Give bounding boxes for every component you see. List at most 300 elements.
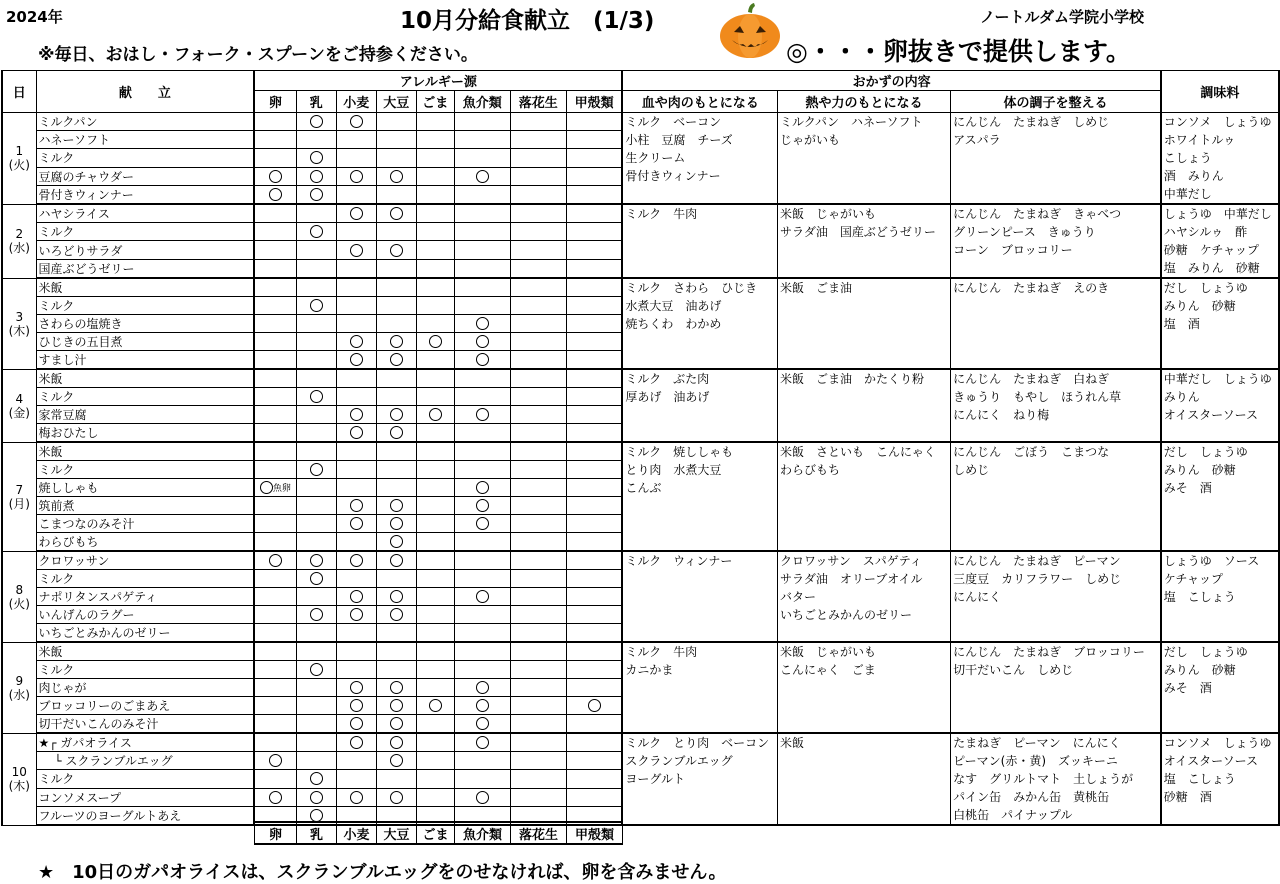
- allergen-mark-icon: [476, 170, 489, 183]
- seasonings: [1161, 551, 1279, 642]
- allergen-cell: [376, 479, 416, 497]
- allergen-cell: [376, 606, 416, 624]
- allergen-cell: [376, 752, 416, 770]
- allergen-cell: [416, 606, 454, 624]
- dish-name: ミルク: [36, 149, 254, 167]
- allergen-cell: [376, 679, 416, 697]
- allergen-cell: [296, 497, 336, 515]
- allergen-cell: [566, 788, 622, 806]
- allergen-cell: [566, 606, 622, 624]
- allergen-cell: [254, 733, 296, 752]
- allergen-mark-icon: [350, 170, 363, 183]
- energy-foods-line: ミルクパン ハネーソフト: [780, 115, 923, 129]
- allergen-cell: [416, 770, 454, 788]
- allergen-cell: [296, 788, 336, 806]
- energy-foods-line: サラダ油 国産ぶどうゼリー: [780, 225, 936, 239]
- allergen-cell: [376, 461, 416, 479]
- allergen-cell: [254, 788, 296, 806]
- day-cell: [2, 369, 36, 442]
- body-condition-foods: [951, 278, 1161, 369]
- energy-foods-line: バター: [780, 590, 817, 604]
- day-cell: [2, 442, 36, 551]
- allergen-cell: [566, 551, 622, 570]
- allergen-cell: [510, 241, 566, 259]
- allergen-cell: [416, 424, 454, 443]
- allergen-cell: [416, 551, 454, 570]
- allergen-mark-icon: [390, 699, 403, 712]
- allergen-cell: [376, 551, 416, 570]
- body-condition-foods: [951, 642, 1161, 733]
- allergen-cell: [336, 131, 376, 149]
- allergen-cell: [254, 424, 296, 443]
- dish-name: 肉じゃが: [36, 679, 254, 697]
- menu-table: [1, 70, 1280, 826]
- allergen-cell: [416, 351, 454, 370]
- allergen-cell: [254, 461, 296, 479]
- allergen-cell: [566, 204, 622, 223]
- blood-meat-foods-line: ミルク ぶた肉: [625, 372, 710, 386]
- allergen-mark-icon: [390, 426, 403, 439]
- blood-meat-foods: [622, 204, 777, 278]
- seasonings: [1161, 113, 1279, 205]
- blood-meat-foods: [622, 369, 777, 442]
- allergen-cell: [510, 770, 566, 788]
- allergen-cell: [566, 259, 622, 278]
- allergen-header: 魚介類: [454, 91, 510, 113]
- allergen-cell: [454, 697, 510, 715]
- allergen-cell: [566, 185, 622, 204]
- seasonings-line: みりん: [1163, 390, 1200, 404]
- allergen-cell: [376, 315, 416, 333]
- body-condition-foods-line: パイン缶 みかん缶 黄桃缶: [953, 790, 1110, 804]
- allergen-cell: [336, 333, 376, 351]
- seasonings-line: 塩 こしょう: [1163, 772, 1236, 786]
- allergen-footer-label: ごま: [417, 822, 455, 844]
- body-condition-foods: [951, 442, 1161, 551]
- allergen-cell: [336, 351, 376, 370]
- allergen-cell: [566, 497, 622, 515]
- allergen-cell: [454, 278, 510, 297]
- allergen-cell: [510, 185, 566, 204]
- allergen-cell: [376, 770, 416, 788]
- allergen-cell: [336, 770, 376, 788]
- allergen-cell: [566, 113, 622, 131]
- allergen-cell: [416, 278, 454, 297]
- dish-name: すまし汁: [36, 351, 254, 370]
- allergen-cell: [510, 752, 566, 770]
- dish-name: コンソメスープ: [36, 788, 254, 806]
- allergen-mark-icon: [260, 481, 273, 494]
- allergen-cell: [254, 388, 296, 406]
- allergen-cell: [376, 351, 416, 370]
- allergen-cell: [566, 351, 622, 370]
- body-condition-foods-line: なす グリルトマト 土しょうが: [953, 772, 1134, 786]
- allergen-header: 大豆: [376, 91, 416, 113]
- allergen-cell: [454, 570, 510, 588]
- allergen-cell: [454, 167, 510, 185]
- allergen-cell: [296, 642, 336, 661]
- allergen-cell: [254, 259, 296, 278]
- allergen-mark-icon: [310, 809, 323, 822]
- allergen-mark-icon: [390, 590, 403, 603]
- body-condition-foods-line: ピーマン(赤・黄) ズッキーニ: [953, 754, 1118, 768]
- blood-meat-foods-line: 小柱 豆腐 チーズ: [625, 133, 733, 147]
- allergen-cell: [510, 679, 566, 697]
- allergen-mark-icon: [476, 481, 489, 494]
- allergen-footer-label: 魚介類: [455, 822, 511, 844]
- allergen-cell: [566, 149, 622, 167]
- energy-foods-line: 米飯 ごま油 かたくり粉: [780, 372, 925, 386]
- seasonings-line: 中華だし: [1163, 187, 1212, 201]
- body-condition-foods: [951, 369, 1161, 442]
- blood-meat-foods-line: ミルク さわら ひじき: [625, 281, 758, 295]
- allergen-mark-icon: [269, 170, 282, 183]
- allergen-cell: [510, 406, 566, 424]
- body-condition-foods: [951, 733, 1161, 825]
- seasonings-line: コンソメ しょうゆ: [1163, 115, 1272, 129]
- allergen-mark-icon: [350, 353, 363, 366]
- allergen-cell: [296, 770, 336, 788]
- allergen-cell: [336, 788, 376, 806]
- allergen-cell: [336, 624, 376, 643]
- body-condition-foods-line: にんじん たまねぎ えのき: [953, 281, 1110, 295]
- blood-meat-foods-line: ミルク ベーコン: [625, 115, 722, 129]
- energy-foods: [778, 551, 951, 642]
- body-condition-foods: [951, 204, 1161, 278]
- blood-meat-foods: [622, 733, 777, 825]
- allergen-cell: [510, 113, 566, 131]
- dish-name: わらびもち: [36, 533, 254, 552]
- blood-meat-foods: [622, 642, 777, 733]
- allergen-cell: [296, 752, 336, 770]
- allergen-cell: [336, 515, 376, 533]
- allergen-cell: [376, 788, 416, 806]
- allergen-mark-icon: [310, 170, 323, 183]
- allergen-cell: [254, 406, 296, 424]
- dish-name: 切干だいこんのみそ汁: [36, 715, 254, 734]
- seasonings: [1161, 442, 1279, 551]
- dish-name: ハネーソフト: [36, 131, 254, 149]
- dish-name: ハヤシライス: [36, 204, 254, 223]
- allergen-cell: [254, 223, 296, 241]
- allergen-cell: [454, 351, 510, 370]
- allergen-cell: [296, 442, 336, 461]
- allergen-cell: [336, 241, 376, 259]
- allergen-cell: [510, 733, 566, 752]
- allergen-cell: [254, 642, 296, 661]
- allergen-cell: [376, 297, 416, 315]
- seasonings-line: 砂糖 酒: [1163, 790, 1212, 804]
- allergen-header: 甲殻類: [566, 91, 622, 113]
- allergen-cell: [566, 131, 622, 149]
- dish-name: いろどりサラダ: [36, 241, 254, 259]
- allergen-cell: [566, 588, 622, 606]
- footer-note: ★ 10日のガパオライスは、スクランブルエッグをのせなければ、卵を含みません。: [38, 862, 727, 883]
- seasoning-header: 調味料: [1161, 71, 1279, 113]
- allergen-cell: [376, 715, 416, 734]
- allergen-mark-icon: [390, 517, 403, 530]
- allergen-cell: [416, 167, 454, 185]
- energy-foods: [778, 442, 951, 551]
- energy-foods: [778, 204, 951, 278]
- allergen-cell: [296, 424, 336, 443]
- allergen-cell: [336, 315, 376, 333]
- allergen-header: ごま: [416, 91, 454, 113]
- allergen-cell: [454, 113, 510, 131]
- seasonings-line: しょうゆ ソース: [1163, 554, 1260, 568]
- body-condition-foods-line: アスパラ: [953, 133, 1001, 147]
- allergen-mark-icon: [390, 791, 403, 804]
- page-title: 10月分給食献立 (1/3): [400, 8, 655, 34]
- allergen-mark-icon: [350, 791, 363, 804]
- day-date: 9: [15, 673, 24, 688]
- allergen-cell: [510, 461, 566, 479]
- allergen-cell: [454, 241, 510, 259]
- allergen-mark-icon: [350, 517, 363, 530]
- category-header: 体の調子を整える: [951, 91, 1161, 113]
- seasonings: [1161, 204, 1279, 278]
- allergen-cell: [416, 497, 454, 515]
- body-condition-foods-line: 白桃缶 パイナップル: [953, 808, 1073, 822]
- allergen-cell: [510, 388, 566, 406]
- allergen-mark-icon: [476, 335, 489, 348]
- body-condition-foods-line: きゅうり もやし ほうれん草: [953, 390, 1122, 404]
- day-date: 7: [15, 482, 24, 497]
- allergen-cell: [454, 424, 510, 443]
- allergen-cell: [510, 259, 566, 278]
- allergen-cell: [566, 770, 622, 788]
- dish-name: ミルク: [36, 461, 254, 479]
- allergen-cell: [510, 551, 566, 570]
- day-weekday: (金): [8, 405, 30, 420]
- body-condition-foods-line: にんじん ごぼう こまつな: [953, 445, 1110, 459]
- allergen-footer-label: 大豆: [377, 822, 417, 844]
- dish-name: 骨付きウィンナー: [36, 185, 254, 204]
- allergen-cell: [376, 570, 416, 588]
- allergen-cell: [336, 149, 376, 167]
- allergen-cell: [510, 278, 566, 297]
- allergen-footer-label: 卵: [255, 822, 297, 844]
- allergen-mark-icon: [310, 608, 323, 621]
- dish-name: 米飯: [36, 642, 254, 661]
- allergen-cell: [254, 369, 296, 388]
- allergen-cell: [254, 497, 296, 515]
- seasonings-line: ケチャップ: [1163, 572, 1223, 586]
- allergen-cell: [416, 788, 454, 806]
- allergen-mark-icon: [310, 572, 323, 585]
- allergen-note: 魚卵: [272, 484, 291, 494]
- day-date: 10: [11, 765, 27, 779]
- allergen-mark-icon: [390, 499, 403, 512]
- allergen-cell: [296, 113, 336, 131]
- allergen-cell: [566, 661, 622, 679]
- allergen-cell: [254, 149, 296, 167]
- allergen-cell: [454, 661, 510, 679]
- seasonings-line: 砂糖 ケチャップ: [1163, 243, 1259, 257]
- allergen-cell: [566, 297, 622, 315]
- allergen-cell: [336, 113, 376, 131]
- day-weekday: (火): [8, 596, 30, 611]
- table-row: [2, 204, 1279, 223]
- allergen-mark-icon: [476, 590, 489, 603]
- allergen-mark-icon: [390, 408, 403, 421]
- allergen-cell: [454, 406, 510, 424]
- allergen-cell: [566, 624, 622, 643]
- allergen-mark-icon: [429, 408, 442, 421]
- allergen-cell: [296, 315, 336, 333]
- allergen-cell: [296, 479, 336, 497]
- school-name: ノートルダム学院小学校: [980, 8, 1144, 26]
- seasonings-line: オイスターソース: [1163, 408, 1258, 422]
- energy-foods-line: 米飯: [780, 736, 805, 750]
- allergen-cell: [416, 624, 454, 643]
- allergen-cell: [454, 149, 510, 167]
- allergen-mark-icon: [350, 554, 363, 567]
- allergen-header: 卵: [254, 91, 296, 113]
- blood-meat-foods: [622, 551, 777, 642]
- allergen-cell: [376, 113, 416, 131]
- allergen-mark-icon: [476, 699, 489, 712]
- day-cell: [2, 278, 36, 369]
- allergen-cell: [336, 388, 376, 406]
- allergen-cell: [454, 588, 510, 606]
- allergen-cell: [296, 461, 336, 479]
- allergen-cell: [566, 424, 622, 443]
- allergen-cell: [454, 315, 510, 333]
- blood-meat-foods-line: ミルク 牛肉: [625, 645, 698, 659]
- allergen-cell: [454, 715, 510, 734]
- allergen-mark-icon: [390, 681, 403, 694]
- allergen-cell: [376, 333, 416, 351]
- allergen-cell: [254, 185, 296, 204]
- energy-foods: [778, 369, 951, 442]
- allergen-cell: [254, 661, 296, 679]
- seasonings-line: ハヤシルゥ 酢: [1163, 225, 1248, 239]
- dish-name: ミルク: [36, 661, 254, 679]
- seasonings-line: 酒 みりん: [1163, 169, 1224, 183]
- allergen-mark-icon: [350, 608, 363, 621]
- allergen-mark-icon: [269, 554, 282, 567]
- allergen-cell: [336, 223, 376, 241]
- allergen-cell: [296, 515, 336, 533]
- allergen-cell: [296, 606, 336, 624]
- allergen-cell: [416, 131, 454, 149]
- allergen-cell: [376, 149, 416, 167]
- allergen-cell: [376, 131, 416, 149]
- okazu-group-header: おかずの内容: [622, 71, 1160, 91]
- dish-name: ミルクパン: [36, 113, 254, 131]
- allergen-mark-icon: [350, 408, 363, 421]
- allergen-cell: [510, 479, 566, 497]
- allergen-cell: [376, 259, 416, 278]
- allergen-cell: [566, 533, 622, 552]
- allergen-cell: [296, 661, 336, 679]
- allergen-mark-icon: [350, 717, 363, 730]
- allergen-cell: [454, 388, 510, 406]
- allergen-footer-label: 甲殻類: [567, 822, 623, 844]
- allergen-cell: [296, 204, 336, 223]
- category-header: 血や肉のもとになる: [622, 91, 777, 113]
- allergen-cell: [336, 185, 376, 204]
- allergen-cell: [376, 442, 416, 461]
- allergen-mark-icon: [350, 115, 363, 128]
- energy-foods-line: じゃがいも: [780, 133, 841, 147]
- seasonings: [1161, 369, 1279, 442]
- day-date: 4: [15, 391, 24, 406]
- table-row: [2, 278, 1279, 297]
- dish-name: ミルク: [36, 570, 254, 588]
- dish-name: いんげんのラグー: [36, 606, 254, 624]
- energy-foods: [778, 113, 951, 205]
- allergen-mark-icon: [310, 299, 323, 312]
- allergen-cell: [454, 369, 510, 388]
- allergen-cell: [336, 479, 376, 497]
- blood-meat-foods-line: 生クリーム: [625, 151, 686, 165]
- allergen-cell: [416, 297, 454, 315]
- allergen-cell: [296, 588, 336, 606]
- allergen-footer-row: [254, 821, 623, 845]
- energy-foods-line: わらびもち: [780, 463, 841, 477]
- allergen-cell: [336, 167, 376, 185]
- allergen-cell: [416, 223, 454, 241]
- allergen-cell: [510, 223, 566, 241]
- allergen-cell: [376, 424, 416, 443]
- day-date: 8: [15, 582, 24, 597]
- allergen-cell: [254, 624, 296, 643]
- dish-name: ブロッコリーのごまあえ: [36, 697, 254, 715]
- day-cell: [2, 113, 36, 205]
- body-condition-foods-line: たまねぎ ピーマン にんにく: [953, 736, 1121, 750]
- energy-foods: [778, 642, 951, 733]
- seasonings-line: だし しょうゆ: [1163, 645, 1248, 659]
- energy-foods-line: クロワッサン スパゲティ: [780, 554, 922, 568]
- allergen-mark-icon: [310, 188, 323, 201]
- allergen-footer-label: 小麦: [337, 822, 377, 844]
- allergen-cell: [416, 204, 454, 223]
- allergen-cell: [376, 167, 416, 185]
- utensil-notice: ※毎日、おはし・フォーク・スプーンをご持参ください。: [38, 45, 478, 65]
- allergen-cell: [376, 388, 416, 406]
- dish-name: フルーツのヨーグルトあえ: [36, 806, 254, 825]
- allergen-cell: [336, 679, 376, 697]
- allergen-cell: [566, 479, 622, 497]
- allergen-cell: [566, 461, 622, 479]
- table-row: [2, 369, 1279, 388]
- allergen-cell: [454, 551, 510, 570]
- allergen-cell: [566, 223, 622, 241]
- allergen-cell: [376, 497, 416, 515]
- allergen-cell: [254, 442, 296, 461]
- allergen-mark-icon: [476, 408, 489, 421]
- dish-name: ミルク: [36, 223, 254, 241]
- body-condition-foods-line: コーン ブロッコリー: [953, 243, 1073, 257]
- allergen-cell: [336, 533, 376, 552]
- allergen-cell: [254, 131, 296, 149]
- allergen-cell: [254, 278, 296, 297]
- allergen-mark-icon: [390, 207, 403, 220]
- allergen-mark-icon: [310, 772, 323, 785]
- allergen-mark-icon: [350, 207, 363, 220]
- allergen-cell: [376, 624, 416, 643]
- allergen-cell: [296, 167, 336, 185]
- allergen-cell: [416, 259, 454, 278]
- allergen-cell: [510, 624, 566, 643]
- day-date: 3: [15, 309, 24, 324]
- dish-name: クロワッサン: [36, 551, 254, 570]
- day-header: 日: [2, 71, 36, 113]
- allergen-cell: [296, 223, 336, 241]
- allergen-cell: [336, 424, 376, 443]
